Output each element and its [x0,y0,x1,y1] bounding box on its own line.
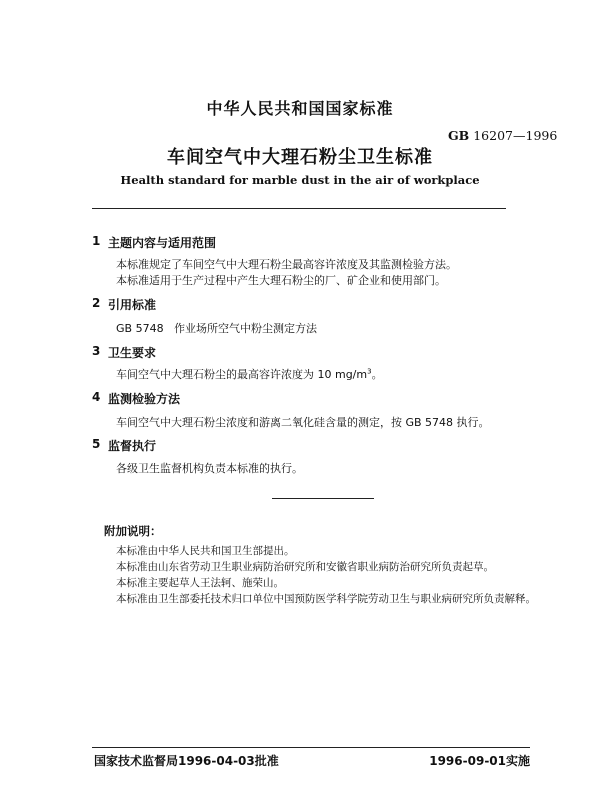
paragraph [116,366,383,382]
section-number: 3 [92,344,101,358]
end-divider [272,498,374,499]
effective-date: 1996-09-01实施 [429,754,530,768]
footer-divider [92,747,530,748]
section-title: 监测检验方法 [108,392,181,406]
note-item: 本标准由卫生部委托技术归口单位中国预防医学科学院劳动卫生与职业病研究所负责解释。 [116,593,536,605]
paragraph: GB 5748 作业场所空气中粉尘测定方法 [116,322,318,335]
paragraph: 本标准适用于生产过程中产生大理石粉尘的厂、矿企业和使用部门。 [116,274,446,287]
section-number: 2 [92,296,101,310]
section-title: 主题内容与适用范围 [108,236,217,250]
section-title: 卫生要求 [108,346,157,360]
standard-code-number: 16207—1996 [473,128,558,143]
paragraph: 车间空气中大理石粉尘浓度和游离二氧化硅含量的测定，按 GB 5748 执行。 [116,416,490,429]
standard-code-prefix: GB [448,128,470,143]
section-title: 监督执行 [108,439,157,453]
national-standard-heading: 中华人民共和国国家标准 [206,99,394,118]
paragraph-text: 车间空气中大理石粉尘的最高容许浓度为 10 mg/m [116,368,368,381]
section-number: 1 [92,234,101,248]
paragraph: 各级卫生监督机构负责本标准的执行。 [116,462,303,475]
header-divider [92,208,506,209]
document-title-en: Health standard for marble dust in the air of workplace [120,173,480,187]
note-item: 本标准主要起草人王法轲、施荣山。 [116,577,284,589]
note-item: 本标准由山东省劳动卫生职业病防治研究所和安徽省职业病防治研究所负责起草。 [116,561,494,573]
superscript: 3 [367,367,372,376]
standard-code [448,128,557,143]
section-number: 5 [92,437,101,451]
document-title-cn: 车间空气中大理石粉尘卫生标准 [167,147,433,168]
section-title: 引用标准 [108,298,157,312]
section-number: 4 [92,390,101,404]
notes-heading: 附加说明： [104,524,162,538]
note-item: 本标准由中华人民共和国卫生部提出。 [116,545,295,557]
approval-date: 国家技术监督局1996-04-03批准 [94,754,279,768]
paragraph: 本标准规定了车间空气中大理石粉尘最高容许浓度及其监测检验方法。 [116,258,457,271]
paragraph-suffix: 。 [371,368,383,381]
